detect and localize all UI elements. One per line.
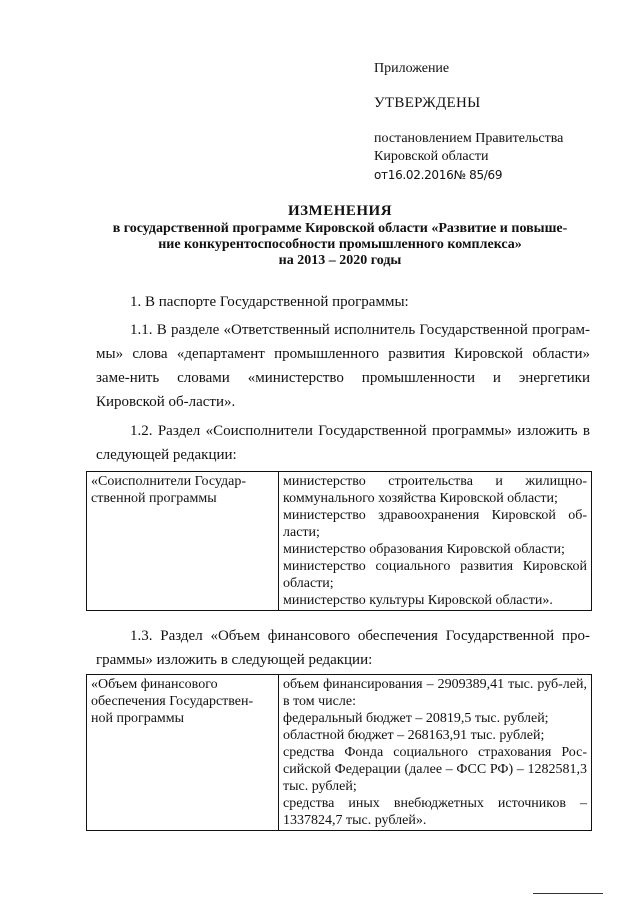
approved-label: УТВЕРЖДЕНЫ — [374, 95, 481, 111]
paragraph-1-2: 1.2. Раздел «Соисполнители Государственной программы» изложить в следующей редакции: — [96, 423, 590, 463]
coexecutors-table — [86, 471, 592, 611]
list-item: министерство образования Кировской области; — [283, 542, 565, 557]
table-content-cell — [279, 472, 592, 611]
list-item: областной бюджет – 268163,91 тыс. рублей; — [283, 728, 545, 743]
funding-table — [86, 674, 592, 831]
list-item: министерство культуры Кировской области». — [283, 593, 553, 608]
approval-date-number: от16.02.2016№ 85/69 — [374, 168, 503, 182]
table-label-cell: «Соисполнители Государ-ственной программы — [87, 472, 279, 611]
table-content-cell — [279, 675, 592, 831]
title-line-2: ние конкурентоспособности промышленного комплекса» — [158, 237, 522, 252]
list-item: средства Фонда социального страхования Рос-сийской Федерации (далее – ФСС РФ) – 1282581,3 тыс. рублей; — [283, 745, 587, 794]
approval-by-line-2: Кировской области — [374, 149, 489, 164]
table-row — [87, 675, 592, 831]
list-item: федеральный бюджет – 20819,5 тыс. рублей; — [283, 711, 549, 726]
paragraph-1-3: 1.3. Раздел «Объем финансового обеспечения Государственной про-граммы» изложить в следующей редакции: — [96, 628, 590, 668]
appendix-label: Приложение — [374, 61, 450, 76]
document-title — [96, 203, 584, 269]
title-line-3: на 2013 – 2020 годы — [278, 253, 402, 268]
list-item: министерство строительства и жилищно-коммунального хозяйства Кировской области; — [283, 474, 587, 506]
paragraph-1-1: 1.1. В разделе «Ответственный исполнитель Государственной програм-мы» слова «департамент промышленного развития Кировской области» заме-нить словами «министерство промышленности и энергетики Кировской об-ласти». — [96, 322, 590, 410]
table-label-cell: «Объем финансового обеспечения Государствен-ной программы — [87, 675, 279, 831]
title-line-1: в государственной программе Кировской области «Развитие и повыше- — [112, 221, 568, 236]
paragraph-1: 1. В паспорте Государственной программы: — [130, 294, 409, 310]
approval-by-line-1: постановлением Правительства — [374, 131, 564, 146]
table-row — [87, 472, 592, 611]
approval-block — [374, 60, 614, 184]
list-item: министерство социального развития Кировской области; — [283, 559, 587, 591]
title-heading: ИЗМЕНЕНИЯ — [287, 203, 393, 219]
list-item: средства иных внебюджетных источников – 1337824,7 тыс. рублей». — [283, 796, 587, 828]
list-item: объем финансирования – 2909389,41 тыс. руб-лей, в том числе: — [283, 677, 587, 709]
footer-divider — [533, 893, 603, 894]
list-item: министерство здравоохранения Кировской об-ласти; — [283, 508, 587, 540]
